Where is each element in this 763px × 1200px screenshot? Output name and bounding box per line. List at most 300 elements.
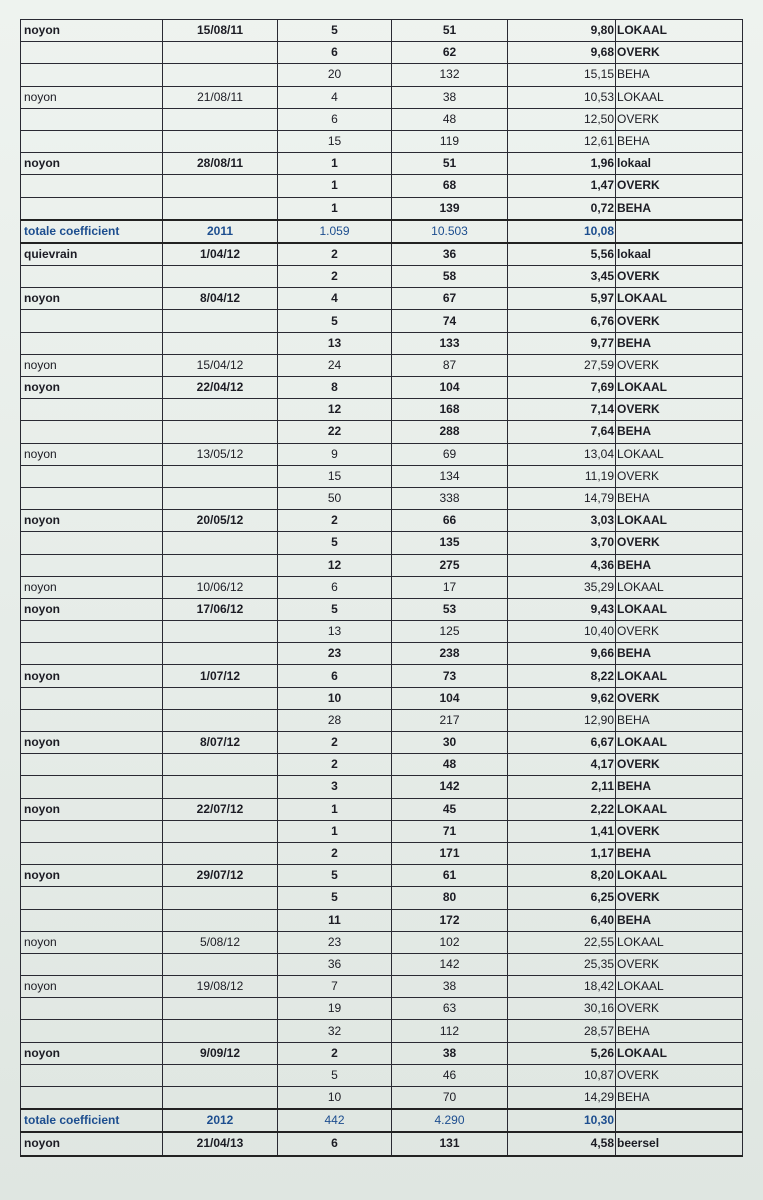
location-cell xyxy=(21,42,163,64)
table-row xyxy=(21,310,743,332)
table-row xyxy=(21,266,743,288)
total-cell: 288 xyxy=(392,421,508,443)
date-cell: 9/09/12 xyxy=(163,1042,278,1064)
table-row xyxy=(21,288,743,310)
total-cell: 71 xyxy=(392,820,508,842)
date-cell xyxy=(163,1064,278,1086)
date-cell xyxy=(163,487,278,509)
location-cell: totale coefficient xyxy=(21,1109,163,1132)
coefficient-cell: 25,35 xyxy=(508,953,616,975)
date-cell: 2012 xyxy=(163,1109,278,1132)
category-cell: LOKAAL xyxy=(616,510,743,532)
total-cell: 80 xyxy=(392,887,508,909)
count-cell: 2 xyxy=(278,243,392,266)
count-cell: 2 xyxy=(278,266,392,288)
coefficient-cell: 9,77 xyxy=(508,332,616,354)
count-cell: 6 xyxy=(278,576,392,598)
category-cell: BEHA xyxy=(616,1020,743,1042)
location-cell: noyon xyxy=(21,153,163,175)
count-cell: 13 xyxy=(278,332,392,354)
location-cell: noyon xyxy=(21,576,163,598)
category-cell: BEHA xyxy=(616,842,743,864)
count-cell: 1.059 xyxy=(278,220,392,243)
table-row xyxy=(21,953,743,975)
category-cell: LOKAAL xyxy=(616,665,743,687)
date-cell: 10/06/12 xyxy=(163,576,278,598)
date-cell xyxy=(163,998,278,1020)
date-cell: 17/06/12 xyxy=(163,598,278,620)
location-cell xyxy=(21,310,163,332)
date-cell xyxy=(163,108,278,130)
count-cell: 1 xyxy=(278,197,392,220)
location-cell xyxy=(21,953,163,975)
count-cell: 15 xyxy=(278,465,392,487)
table-row xyxy=(21,976,743,998)
date-cell xyxy=(163,64,278,86)
coefficient-cell: 9,62 xyxy=(508,687,616,709)
location-cell xyxy=(21,1020,163,1042)
total-cell: 338 xyxy=(392,487,508,509)
coefficient-cell: 4,58 xyxy=(508,1132,616,1155)
table-row xyxy=(21,1042,743,1064)
count-cell: 23 xyxy=(278,643,392,665)
location-cell: noyon xyxy=(21,976,163,998)
table-row xyxy=(21,842,743,864)
coefficient-cell: 14,29 xyxy=(508,1087,616,1110)
date-cell xyxy=(163,421,278,443)
count-cell: 32 xyxy=(278,1020,392,1042)
count-cell: 22 xyxy=(278,421,392,443)
category-cell: BEHA xyxy=(616,776,743,798)
count-cell: 2 xyxy=(278,842,392,864)
total-cell: 104 xyxy=(392,687,508,709)
location-cell xyxy=(21,998,163,1020)
location-cell xyxy=(21,842,163,864)
count-cell: 4 xyxy=(278,86,392,108)
total-row xyxy=(21,220,743,243)
date-cell xyxy=(163,621,278,643)
total-cell: 171 xyxy=(392,842,508,864)
table-row xyxy=(21,175,743,197)
location-cell: quievrain xyxy=(21,243,163,266)
total-cell: 36 xyxy=(392,243,508,266)
category-cell: BEHA xyxy=(616,909,743,931)
category-cell: OVERK xyxy=(616,820,743,842)
coefficient-cell: 1,17 xyxy=(508,842,616,864)
table-row xyxy=(21,153,743,175)
table-row xyxy=(21,687,743,709)
count-cell: 6 xyxy=(278,1132,392,1155)
category-cell: LOKAAL xyxy=(616,576,743,598)
total-cell: 51 xyxy=(392,153,508,175)
coefficient-cell: 3,70 xyxy=(508,532,616,554)
date-cell: 29/07/12 xyxy=(163,865,278,887)
count-cell: 2 xyxy=(278,732,392,754)
count-cell: 1 xyxy=(278,798,392,820)
coefficient-cell: 30,16 xyxy=(508,998,616,1020)
total-cell: 63 xyxy=(392,998,508,1020)
total-cell: 48 xyxy=(392,108,508,130)
location-cell xyxy=(21,175,163,197)
date-cell xyxy=(163,709,278,731)
location-cell: noyon xyxy=(21,665,163,687)
coefficient-cell: 28,57 xyxy=(508,1020,616,1042)
count-cell: 4 xyxy=(278,288,392,310)
category-cell: OVERK xyxy=(616,108,743,130)
location-cell xyxy=(21,64,163,86)
category-cell: OVERK xyxy=(616,887,743,909)
location-cell xyxy=(21,754,163,776)
location-cell: noyon xyxy=(21,288,163,310)
total-cell: 74 xyxy=(392,310,508,332)
total-cell: 142 xyxy=(392,953,508,975)
count-cell: 5 xyxy=(278,20,392,42)
total-cell: 131 xyxy=(392,1132,508,1155)
location-cell xyxy=(21,487,163,509)
total-cell: 17 xyxy=(392,576,508,598)
count-cell: 5 xyxy=(278,887,392,909)
location-cell xyxy=(21,776,163,798)
category-cell: OVERK xyxy=(616,399,743,421)
table-row xyxy=(21,130,743,152)
count-cell: 5 xyxy=(278,532,392,554)
total-cell: 125 xyxy=(392,621,508,643)
date-cell: 15/04/12 xyxy=(163,354,278,376)
category-cell: BEHA xyxy=(616,130,743,152)
coefficient-cell: 6,40 xyxy=(508,909,616,931)
coefficient-cell: 6,25 xyxy=(508,887,616,909)
total-cell: 38 xyxy=(392,976,508,998)
category-cell: BEHA xyxy=(616,421,743,443)
category-cell: BEHA xyxy=(616,643,743,665)
coefficient-cell: 2,22 xyxy=(508,798,616,820)
date-cell: 22/04/12 xyxy=(163,377,278,399)
total-cell: 172 xyxy=(392,909,508,931)
date-cell: 8/04/12 xyxy=(163,288,278,310)
category-cell: BEHA xyxy=(616,64,743,86)
table-row xyxy=(21,1064,743,1086)
category-cell: BEHA xyxy=(616,197,743,220)
total-cell: 51 xyxy=(392,20,508,42)
date-cell: 28/08/11 xyxy=(163,153,278,175)
table-row xyxy=(21,1132,743,1155)
location-cell: noyon xyxy=(21,798,163,820)
table-row xyxy=(21,598,743,620)
total-cell: 104 xyxy=(392,377,508,399)
count-cell: 9 xyxy=(278,443,392,465)
date-cell xyxy=(163,532,278,554)
coefficient-cell: 18,42 xyxy=(508,976,616,998)
coefficient-cell: 15,15 xyxy=(508,64,616,86)
location-cell xyxy=(21,532,163,554)
total-cell: 38 xyxy=(392,86,508,108)
count-cell: 7 xyxy=(278,976,392,998)
count-cell: 28 xyxy=(278,709,392,731)
location-cell xyxy=(21,421,163,443)
category-cell: BEHA xyxy=(616,709,743,731)
category-cell: OVERK xyxy=(616,310,743,332)
date-cell: 2011 xyxy=(163,220,278,243)
category-cell xyxy=(616,1109,743,1132)
table-row xyxy=(21,421,743,443)
category-cell: LOKAAL xyxy=(616,20,743,42)
category-cell xyxy=(616,220,743,243)
count-cell: 13 xyxy=(278,621,392,643)
table-row xyxy=(21,64,743,86)
location-cell xyxy=(21,643,163,665)
table-row xyxy=(21,377,743,399)
date-cell xyxy=(163,1087,278,1110)
category-cell: LOKAAL xyxy=(616,288,743,310)
total-cell: 87 xyxy=(392,354,508,376)
table-row xyxy=(21,909,743,931)
date-cell xyxy=(163,953,278,975)
date-cell xyxy=(163,175,278,197)
table-row xyxy=(21,243,743,266)
total-cell: 135 xyxy=(392,532,508,554)
table-row xyxy=(21,20,743,42)
date-cell: 21/04/13 xyxy=(163,1132,278,1155)
location-cell xyxy=(21,465,163,487)
coefficient-cell: 7,14 xyxy=(508,399,616,421)
count-cell: 5 xyxy=(278,1064,392,1086)
date-cell xyxy=(163,266,278,288)
date-cell: 22/07/12 xyxy=(163,798,278,820)
category-cell: LOKAAL xyxy=(616,976,743,998)
coefficient-cell: 1,96 xyxy=(508,153,616,175)
category-cell: BEHA xyxy=(616,1087,743,1110)
date-cell xyxy=(163,754,278,776)
category-cell: LOKAAL xyxy=(616,377,743,399)
table-row xyxy=(21,931,743,953)
table-row xyxy=(21,399,743,421)
total-cell: 46 xyxy=(392,1064,508,1086)
date-cell xyxy=(163,1020,278,1042)
table-row xyxy=(21,554,743,576)
total-cell: 30 xyxy=(392,732,508,754)
total-cell: 61 xyxy=(392,865,508,887)
total-cell: 139 xyxy=(392,197,508,220)
category-cell: OVERK xyxy=(616,754,743,776)
table-row xyxy=(21,443,743,465)
total-cell: 48 xyxy=(392,754,508,776)
date-cell: 1/04/12 xyxy=(163,243,278,266)
location-cell xyxy=(21,266,163,288)
total-cell: 68 xyxy=(392,175,508,197)
count-cell: 2 xyxy=(278,510,392,532)
date-cell xyxy=(163,465,278,487)
count-cell: 1 xyxy=(278,153,392,175)
location-cell: noyon xyxy=(21,1042,163,1064)
coefficient-cell: 8,20 xyxy=(508,865,616,887)
category-cell: OVERK xyxy=(616,621,743,643)
location-cell xyxy=(21,709,163,731)
date-cell: 19/08/12 xyxy=(163,976,278,998)
total-cell: 119 xyxy=(392,130,508,152)
category-cell: OVERK xyxy=(616,266,743,288)
category-cell: BEHA xyxy=(616,487,743,509)
category-cell: lokaal xyxy=(616,153,743,175)
table-row xyxy=(21,42,743,64)
coefficient-cell: 6,76 xyxy=(508,310,616,332)
count-cell: 6 xyxy=(278,108,392,130)
total-cell: 73 xyxy=(392,665,508,687)
count-cell: 2 xyxy=(278,1042,392,1064)
coefficient-cell: 12,61 xyxy=(508,130,616,152)
total-cell: 66 xyxy=(392,510,508,532)
location-cell xyxy=(21,1064,163,1086)
coefficient-cell: 3,45 xyxy=(508,266,616,288)
count-cell: 2 xyxy=(278,754,392,776)
date-cell: 8/07/12 xyxy=(163,732,278,754)
table-row xyxy=(21,332,743,354)
coefficient-cell: 22,55 xyxy=(508,931,616,953)
date-cell xyxy=(163,687,278,709)
coefficient-cell: 8,22 xyxy=(508,665,616,687)
category-cell: LOKAAL xyxy=(616,931,743,953)
coefficient-cell: 13,04 xyxy=(508,443,616,465)
coefficient-cell: 12,90 xyxy=(508,709,616,731)
count-cell: 442 xyxy=(278,1109,392,1132)
category-cell: LOKAAL xyxy=(616,798,743,820)
count-cell: 8 xyxy=(278,377,392,399)
location-cell xyxy=(21,197,163,220)
date-cell: 1/07/12 xyxy=(163,665,278,687)
coefficient-cell: 9,80 xyxy=(508,20,616,42)
coefficient-cell: 27,59 xyxy=(508,354,616,376)
date-cell: 20/05/12 xyxy=(163,510,278,532)
date-cell: 13/05/12 xyxy=(163,443,278,465)
table-row xyxy=(21,108,743,130)
count-cell: 23 xyxy=(278,931,392,953)
category-cell: LOKAAL xyxy=(616,732,743,754)
table-row xyxy=(21,665,743,687)
count-cell: 5 xyxy=(278,598,392,620)
table-row xyxy=(21,621,743,643)
total-cell: 67 xyxy=(392,288,508,310)
total-cell: 134 xyxy=(392,465,508,487)
date-cell xyxy=(163,887,278,909)
table-row xyxy=(21,1087,743,1110)
total-cell: 168 xyxy=(392,399,508,421)
category-cell: OVERK xyxy=(616,532,743,554)
date-cell xyxy=(163,399,278,421)
location-cell: noyon xyxy=(21,732,163,754)
date-cell xyxy=(163,842,278,864)
category-cell: OVERK xyxy=(616,465,743,487)
date-cell xyxy=(163,310,278,332)
coefficient-cell: 10,08 xyxy=(508,220,616,243)
total-cell: 142 xyxy=(392,776,508,798)
count-cell: 12 xyxy=(278,399,392,421)
count-cell: 5 xyxy=(278,310,392,332)
category-cell: OVERK xyxy=(616,42,743,64)
coefficient-cell: 3,03 xyxy=(508,510,616,532)
date-cell: 21/08/11 xyxy=(163,86,278,108)
coefficient-cell: 0,72 xyxy=(508,197,616,220)
coefficient-table xyxy=(20,19,743,1157)
table-body xyxy=(21,20,743,1156)
location-cell: noyon xyxy=(21,931,163,953)
table-row xyxy=(21,754,743,776)
location-cell: totale coefficient xyxy=(21,220,163,243)
table-row xyxy=(21,776,743,798)
table-row xyxy=(21,865,743,887)
location-cell: noyon xyxy=(21,598,163,620)
coefficient-cell: 1,41 xyxy=(508,820,616,842)
table-row xyxy=(21,887,743,909)
total-cell: 275 xyxy=(392,554,508,576)
count-cell: 12 xyxy=(278,554,392,576)
location-cell: noyon xyxy=(21,1132,163,1155)
total-cell: 238 xyxy=(392,643,508,665)
total-cell: 58 xyxy=(392,266,508,288)
location-cell xyxy=(21,1087,163,1110)
category-cell: LOKAAL xyxy=(616,86,743,108)
coefficient-cell: 12,50 xyxy=(508,108,616,130)
total-cell: 53 xyxy=(392,598,508,620)
count-cell: 6 xyxy=(278,665,392,687)
table-row xyxy=(21,643,743,665)
location-cell xyxy=(21,130,163,152)
table-row xyxy=(21,86,743,108)
category-cell: LOKAAL xyxy=(616,865,743,887)
location-cell xyxy=(21,909,163,931)
category-cell: BEHA xyxy=(616,554,743,576)
coefficient-cell: 10,87 xyxy=(508,1064,616,1086)
total-cell: 45 xyxy=(392,798,508,820)
category-cell: LOKAAL xyxy=(616,443,743,465)
coefficient-cell: 9,43 xyxy=(508,598,616,620)
count-cell: 20 xyxy=(278,64,392,86)
count-cell: 3 xyxy=(278,776,392,798)
coefficient-cell: 35,29 xyxy=(508,576,616,598)
date-cell xyxy=(163,909,278,931)
count-cell: 50 xyxy=(278,487,392,509)
count-cell: 5 xyxy=(278,865,392,887)
coefficient-cell: 5,56 xyxy=(508,243,616,266)
coefficient-cell: 14,79 xyxy=(508,487,616,509)
location-cell: noyon xyxy=(21,354,163,376)
coefficient-cell: 9,68 xyxy=(508,42,616,64)
count-cell: 11 xyxy=(278,909,392,931)
table-row xyxy=(21,354,743,376)
coefficient-cell: 10,40 xyxy=(508,621,616,643)
coefficient-cell: 7,69 xyxy=(508,377,616,399)
coefficient-cell: 6,67 xyxy=(508,732,616,754)
location-cell xyxy=(21,399,163,421)
count-cell: 15 xyxy=(278,130,392,152)
table-row xyxy=(21,510,743,532)
location-cell: noyon xyxy=(21,510,163,532)
category-cell: LOKAAL xyxy=(616,598,743,620)
count-cell: 10 xyxy=(278,687,392,709)
date-cell xyxy=(163,197,278,220)
coefficient-cell: 4,17 xyxy=(508,754,616,776)
coefficient-cell: 5,97 xyxy=(508,288,616,310)
count-cell: 10 xyxy=(278,1087,392,1110)
table-row xyxy=(21,487,743,509)
date-cell xyxy=(163,42,278,64)
coefficient-cell: 10,30 xyxy=(508,1109,616,1132)
location-cell: noyon xyxy=(21,377,163,399)
category-cell: LOKAAL xyxy=(616,1042,743,1064)
total-cell: 112 xyxy=(392,1020,508,1042)
coefficient-cell: 11,19 xyxy=(508,465,616,487)
location-cell xyxy=(21,687,163,709)
total-cell: 10.503 xyxy=(392,220,508,243)
location-cell xyxy=(21,820,163,842)
